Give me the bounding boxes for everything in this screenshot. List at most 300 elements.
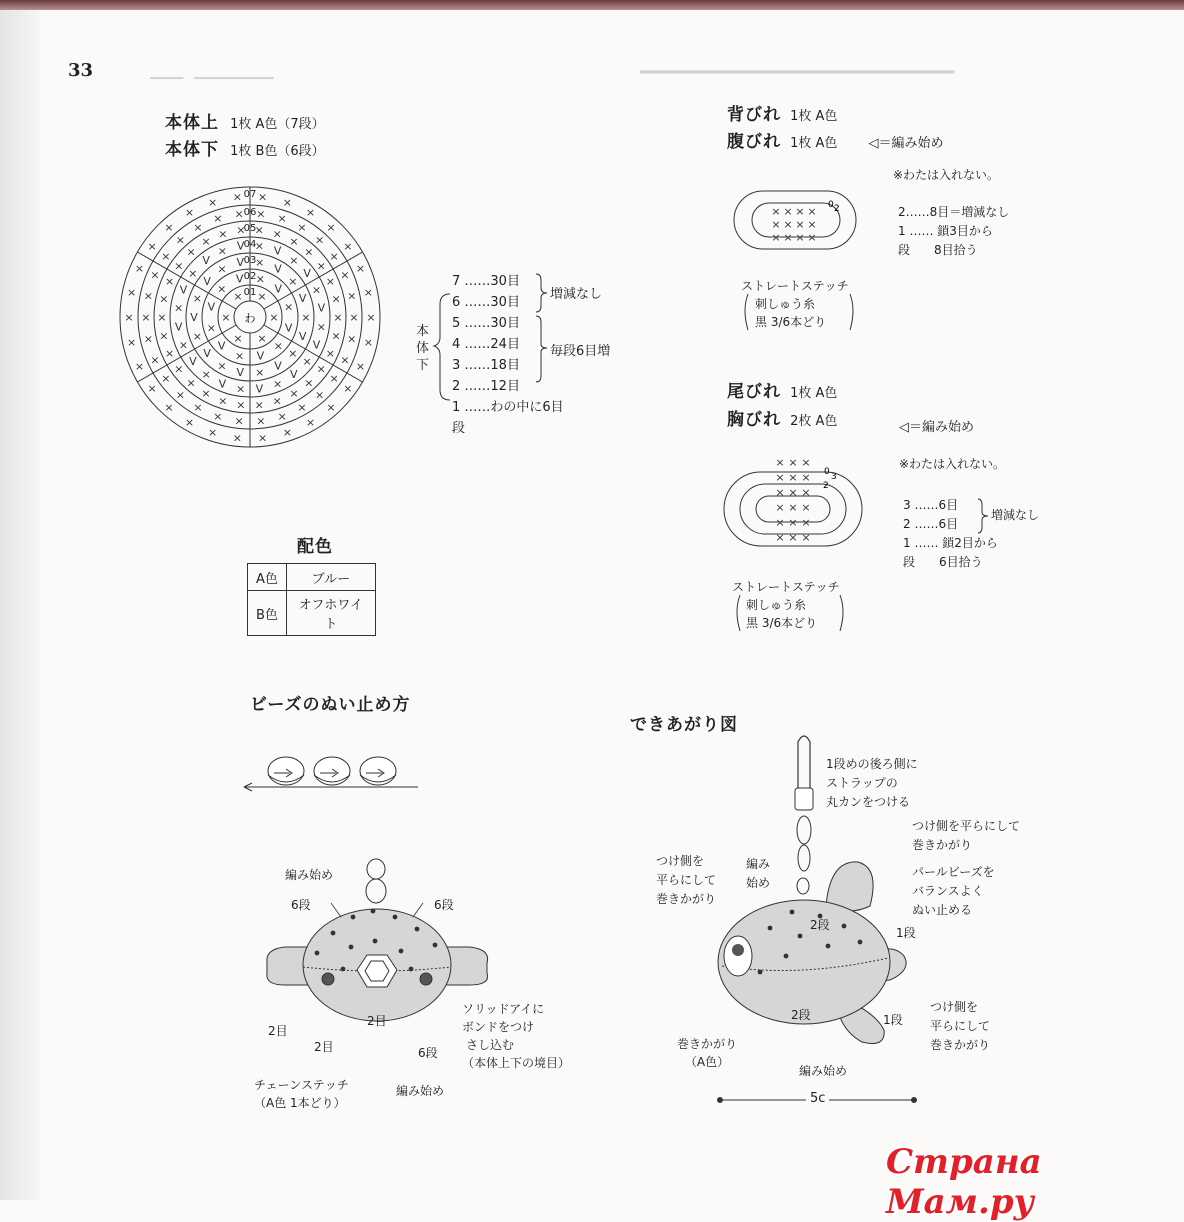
chest-fin-name: 胸びれ [727,410,781,430]
stitch-mark: × [331,292,341,306]
stitch-mark: × [134,360,145,374]
row-item: 2 ……12目 [452,379,520,394]
stitch-mark: × [304,245,314,259]
flat-line: つけ側を [930,1000,979,1014]
stitch-mark: V [189,354,197,368]
stitch-mark: × [289,234,299,248]
stitch-mark: × [175,233,186,247]
start-note [746,855,770,893]
ring-mark: 3 [831,472,837,482]
flat-line: 平らにして [930,1019,991,1033]
stitch-mark: × [314,388,325,402]
stitch-mark: × [314,233,325,247]
stitch-mark: × [355,360,366,374]
stitch-mark: × [775,501,785,514]
pearl-line: ぬい止める [912,903,973,917]
stitch-mark: × [783,205,793,218]
stitch-mark: × [193,401,203,415]
stitch-mark: × [788,486,798,499]
stitch-mark: × [282,195,293,209]
label-row1-low: 1段 [883,1013,903,1027]
stitch-mark: V [179,283,188,297]
stitch-mark: × [795,231,805,244]
stitch-mark: × [325,275,336,289]
stitch-line: 刺しゅう糸 [746,598,807,612]
stitch-mark: × [235,382,246,396]
stitch-mark: × [184,206,195,220]
stitch-mark: V [203,275,211,288]
stitch-mark: × [143,289,153,303]
stitch-mark: × [801,501,811,514]
label-row6-left: 6段 [291,898,311,912]
stitch-mark: V [203,347,211,360]
row-item: 7 ……30目 [452,274,520,289]
stitch-mark: × [304,376,314,390]
stitch-mark: × [775,486,785,499]
stitch-mark: × [236,398,246,412]
stitch-mark: × [272,227,282,241]
body-bottom-name: 本体下 [165,140,219,160]
stitch-mark: × [254,223,264,237]
label-row2-left: 2目 [268,1024,288,1038]
stitch-mark: × [316,362,326,376]
bead-icon [314,757,350,785]
start-legend: ◁＝編み始め [868,136,944,151]
stitch-mark: × [164,221,174,235]
stitch-mark: V [236,239,245,253]
label-start: 編み始め [285,868,334,882]
stitch-mark: × [340,268,350,282]
stitch-mark: × [297,401,307,415]
stitch-mark: × [343,382,353,396]
back-fin-heading [727,100,837,125]
stitch-mark: × [141,311,151,324]
stitch-mark: × [233,331,243,345]
color-key: A色 [248,564,287,591]
table-row [248,591,376,636]
fin-rows-brace [976,497,990,535]
stitch-mark: × [349,311,359,324]
eye-note-line: （本体上下の境目） [462,1056,571,1070]
fin-row: 3 ……6目 [903,498,959,512]
color-key: B色 [248,591,287,636]
stitch-mark: × [329,249,339,263]
wrap-line: 巻きかがり [677,1037,738,1051]
stitch-mark: × [305,415,316,429]
stitch-mark: × [164,400,174,414]
row-item: 4 ……24目 [452,337,520,352]
stitch-mark: × [277,409,287,423]
chart-center-label: わ [244,312,256,325]
body-top-heading [165,108,325,133]
stitch-mark: × [257,431,268,445]
fin-rows-1 [898,203,1009,260]
stitch-mark: × [257,290,267,304]
stitch-mark: × [771,218,781,231]
stitch-mark: × [273,339,283,353]
stitch-mark: × [302,354,312,368]
stitch-mark: × [331,329,341,343]
strap-line: 1段めの後ろ側に [826,757,918,771]
stitch-mark: × [192,291,203,305]
stitch-mark: × [289,253,299,267]
stitch-mark: × [255,255,265,269]
stitch-mark: × [147,382,157,396]
stitch-mark: V [235,272,244,286]
stitch-mark: × [126,336,137,350]
stitch-mark: × [164,275,175,289]
stitch-mark: V [298,291,307,305]
row-item: 5 ……30目 [452,316,520,331]
ring-mark: 2 [823,481,829,491]
eye-note-line: ソリッドアイに [462,1002,545,1016]
stitch-mark: × [232,190,243,204]
stitch-mark: × [164,346,175,360]
stitch-mark: × [807,205,817,218]
stitch-mark: × [783,231,793,244]
stitch-mark: × [795,205,805,218]
stitch-mark: × [775,531,785,544]
stitch-mark: × [256,414,266,428]
finished-title: できあがり図 [630,715,738,735]
stitch-mark: × [788,516,798,529]
eye-icon [322,973,334,985]
stitch-mark: × [788,531,798,544]
stitch-mark: V [317,301,326,315]
stitch-mark: × [788,471,798,484]
fin-row: 1 …… 鎖2目から [903,536,998,550]
flat-note-bottom [930,998,990,1055]
fin-note-2: ※わたは入れない。 [899,457,1006,471]
stitch-mark: × [347,332,357,346]
stitch-mark: × [150,353,160,367]
tail-fin-name: 尾びれ [727,382,781,402]
pearl-note [912,863,995,920]
stitch-mark: × [783,218,793,231]
stitch-mark: × [282,426,293,440]
fin-row: 段 6目拾う [903,555,983,569]
strap-icon [795,736,813,894]
stitch-mark: × [272,377,283,391]
strap-note [826,755,918,812]
color-value: オフホワイト [286,591,375,636]
stitch-mark: × [363,336,374,350]
ring-mark: 0 [828,200,834,210]
ring-mark: 0 [824,467,830,477]
stitch-mark: × [272,394,282,408]
tail-fin-heading [727,377,837,402]
chest-fin-detail: 2枚 A色 [790,414,838,429]
back-fin-name: 背びれ [727,105,781,125]
page-number: 33 [68,60,94,81]
ring-label: 07 [243,189,257,200]
pearl-line: パールビーズを [912,865,995,879]
stitch-mark: × [234,414,244,428]
stitch-mark: × [159,329,169,343]
stitch-mark: V [236,255,245,269]
eye-icon [420,973,432,985]
stitch-mark: × [788,501,798,514]
stitch-mark: × [775,471,785,484]
stitch-mark: V [303,267,311,281]
fin-row: 2 ……6目 [903,517,959,531]
stitch-mark: × [201,368,211,382]
stitch-mark: × [326,221,336,235]
ring-label: 03 [243,255,257,266]
stitch-mark: × [807,218,817,231]
stitch-mark: × [254,398,264,412]
stitch-mark: × [192,330,203,344]
stitch-mark: × [218,227,228,241]
label-row2-mid: 2目 [367,1014,387,1028]
stitch-mark: × [150,268,160,282]
flat-line: 巻きかがり [930,1038,991,1052]
fin-row: 段 8目拾う [898,243,978,257]
stitch-mark: × [188,267,198,281]
stitch-mark: × [255,272,266,286]
body-bottom-side-label: 本体下 [416,324,430,373]
stitch-line: 黒 3/6本どり [755,315,827,329]
stitch-mark: × [771,205,781,218]
wrap-line: （A色） [684,1055,730,1069]
stitch-mark: × [175,388,186,402]
stitch-mark: × [257,190,268,204]
stitch-line: 刺しゅう糸 [755,297,816,311]
belly-fin-name: 腹びれ [727,132,781,152]
stitch-mark: × [801,516,811,529]
row-word: 段 [452,421,466,436]
wrap-note [677,1035,737,1071]
strap-line: ストラップの [826,776,898,790]
stitch-mark: × [159,292,169,306]
eye-note [462,1000,570,1072]
start-line: 始め [746,876,771,890]
stitch-mark: × [234,349,245,363]
chain-note-line: （A色 1本どり） [254,1096,346,1110]
stitch-mark: × [178,338,189,352]
ring-label: 05 [243,223,257,234]
strap-line: 丸カンをつける [826,795,911,809]
flat-line: 平らにして [656,873,717,887]
stitch-mark: × [801,486,811,499]
stitch-mark: V [236,366,245,380]
stitch-line: ストレートステッチ [732,580,840,594]
stitch-mark: × [201,234,211,248]
color-chart-title: 配色 [297,537,333,557]
stitch-mark: × [217,262,227,276]
stitch-mark: V [202,253,210,267]
stitch-mark: × [221,311,231,324]
stitch-mark: V [190,311,198,324]
stitch-mark: × [355,261,366,275]
bead-sewing-diagram [240,745,420,795]
stitch-mark: × [201,387,211,401]
stitch-mark: × [186,376,196,390]
stitch-mark: × [186,245,196,259]
stitch-mark: × [325,346,336,360]
body-bottom-detail: 1枚 B色（6段） [230,144,325,159]
bead-icon [268,757,304,785]
stitch-mark: × [807,231,817,244]
stitch-mark: × [311,283,322,297]
flat-line: つけ側を平らにして [912,819,1021,833]
stitch-mark: × [269,311,279,324]
stitch-mark: × [366,311,376,324]
group-no-change: 増減なし [550,287,603,302]
stitch-mark: V [174,320,183,334]
row-list-bracket [432,292,452,402]
bleed-through: ━━━━━━━━━━━━━━━━━━━━━━━━━━━━━ [640,62,955,83]
label-row2-low: 2目 [314,1040,334,1054]
chain-stitch-note [254,1076,349,1112]
flat-line: 巻きかがり [656,892,717,906]
stitch-mark: V [274,282,283,296]
ring-label: 02 [243,271,257,282]
stitch-mark: × [232,431,243,445]
flat-note-left [656,852,716,909]
stitch-mark: × [173,301,184,315]
stitch-mark: × [217,244,228,258]
body-top-name: 本体上 [165,113,219,133]
label-row2-bottom: 2段 [791,1008,811,1022]
stitch-mark: V [255,382,264,396]
stitch-mark: × [326,400,336,414]
stitch-mark: × [801,456,811,469]
row-item: 3 ……18目 [452,358,520,373]
ring-label: 06 [243,207,257,218]
pearl-line: バランスよく [912,884,984,898]
stitch-mark: × [254,239,265,253]
eye-note-line: さし込む [466,1038,515,1052]
fin-row: 2……8目＝増減なし [898,205,1010,219]
stitch-mark: × [184,415,195,429]
fin-rows-group: 増減なし [991,508,1040,522]
stitch-line: 黒 3/6本どり [746,616,818,630]
stitch-mark: × [301,311,311,324]
stitch-mark: × [207,426,218,440]
color-value: ブルー [286,564,375,591]
stitch-mark: V [298,330,307,344]
stitch-mark: V [274,262,282,276]
ring-mark: 2 [834,204,840,214]
label-row6-bottom: 6段 [418,1046,438,1060]
fin-row: 1 …… 鎖3目から [898,224,993,238]
stitch-mark: × [329,372,339,386]
back-fin-detail: 1枚 A色 [790,109,838,124]
stitch-mark: × [147,239,157,253]
book-spine-shadow [0,10,40,1200]
stitch-mark: × [363,285,374,299]
stitch-mark: × [340,353,350,367]
stitch-mark: × [233,290,243,304]
stitch-mark: × [297,220,307,234]
stitch-mark: V [274,359,282,373]
stitch-mark: × [305,206,316,220]
stitch-mark: × [161,372,171,386]
label-start-bottom: 編み始め [396,1084,445,1098]
stitch-note-bracket [740,290,900,336]
stitch-mark: × [288,347,298,360]
stitch-mark: × [218,394,228,408]
ring-label: 01 [243,287,257,298]
stitch-mark: × [236,223,246,237]
label-start-bottom-2: 編み始め [799,1064,848,1078]
stitch-mark: × [289,387,299,401]
eye-note-line: ボンドをつけ [462,1020,535,1034]
stitch-mark: V [290,368,298,382]
ring-label: 04 [243,239,257,250]
group-braces [534,272,550,386]
flat-note-right [912,817,1020,855]
stitch-mark: × [206,321,217,335]
stitch-note-bracket-2 [732,591,892,637]
stitch-mark: × [234,207,244,221]
label-row6-right: 6段 [434,898,454,912]
body-top-detail: 1枚 A色（7段） [230,117,325,132]
stitch-mark: × [217,282,227,296]
stitch-mark: × [213,212,223,226]
stitch-mark: × [288,275,298,288]
stitch-mark: × [126,285,137,299]
chain-note-line: チェーンステッチ [254,1078,349,1092]
stitch-mark: V [284,321,293,335]
stitch-mark: × [788,456,798,469]
stitch-mark: V [256,349,265,363]
stitch-mark: × [143,332,153,346]
tail-fin-detail: 1枚 A色 [790,386,838,401]
site-watermark: Страна Мам.ру [886,1142,1042,1222]
table-row [248,564,376,591]
stitch-mark: × [255,366,265,380]
start-line: 編み [746,857,771,871]
stitch-mark: × [213,409,223,423]
stitch-mark: × [174,362,184,376]
stitch-mark: × [257,331,267,345]
stitch-mark: V [312,338,321,352]
bead-icon [360,757,396,785]
stitch-mark: × [801,531,811,544]
stitch-mark: × [775,516,785,529]
belly-fin-heading [727,127,943,152]
belly-fin-detail: 1枚 A色 [790,136,838,151]
group-increase: 毎段6目増 [550,344,611,359]
stitch-mark: × [801,471,811,484]
stitch-mark: V [207,300,216,314]
stitch-line: ストレートステッチ [741,279,849,293]
color-chart-table [247,563,376,636]
round-crochet-chart [118,185,382,449]
stitch-mark: V [218,377,227,391]
stitch-mark: × [161,249,171,263]
page-top-edge [0,0,1184,10]
row-item: 6 ……30目 [452,295,520,310]
stitch-mark: × [124,311,134,324]
stitch-mark: × [207,195,218,209]
row-item: 1 ……わの中に6目 [452,400,564,415]
eye-icon [724,936,752,976]
fin-note-1: ※わたは入れない。 [893,168,1000,182]
stitch-mark: × [283,300,294,314]
label-row1-right: 1段 [896,926,916,940]
flat-line: 巻きかがり [912,838,973,852]
flat-line: つけ側を [656,854,705,868]
stitch-mark: V [273,244,282,258]
stitch-mark: × [256,207,266,221]
stitch-mark: × [771,231,781,244]
stitch-mark: × [193,220,203,234]
fin-chart-1 [730,185,860,260]
beads-title: ビーズのぬい止め方 [250,695,411,715]
